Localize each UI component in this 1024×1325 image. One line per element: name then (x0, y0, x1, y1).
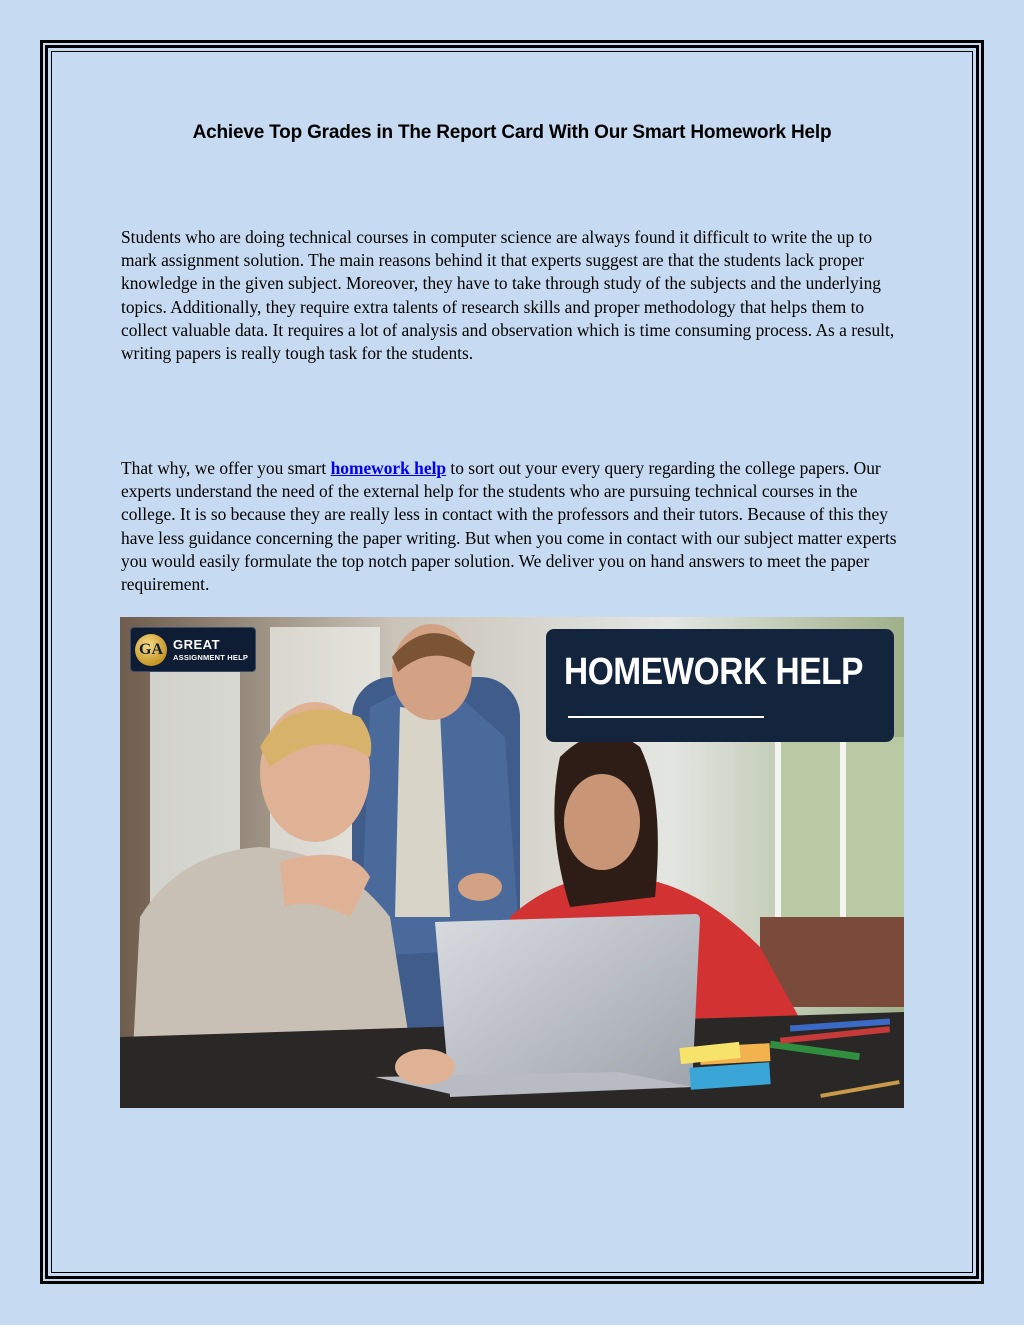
great-assignment-help-logo (130, 627, 256, 672)
logo-line-assignment-help: ASSIGNMENT HELP (173, 652, 249, 662)
paragraph-offer-rest: to sort out your every query regarding the college papers. Our experts understand the need of the external help for the students who are pursuing technical courses in the college. It is so because they are really less in contact with the professors and their tutors. Because of this they have less guidance concerning the paper writing. But when you come in contact with our subject matter experts you would easily formulate the top notch paper solution. We deliver you on hand answers to meet the paper requirement. (121, 458, 897, 595)
homework-help-photo (120, 617, 904, 1108)
paragraph-intro: Students who are doing technical courses in computer science are always found it difficult to write the up to mark assignment solution. The main reasons behind it that experts suggest are that the students lack proper knowledge in the given subject. Moreover, they have to take through study of the subjects and the underlying topics. Additionally, they require extra talents of research skills and proper methodology that helps them to collect valuable data. It requires a lot of analysis and observation which is time consuming process. As a result, writing papers is really tough task for the students. (121, 227, 895, 364)
paragraph-offer-lead: That why, we offer you smart (121, 458, 331, 478)
banner-underline (568, 716, 764, 718)
logo-text (173, 638, 248, 662)
document-title: Achieve Top Grades in The Report Card With Our Smart Homework Help (192, 122, 832, 143)
logo-line-great: GREAT (173, 636, 221, 652)
homework-help-link[interactable]: homework help (330, 458, 447, 478)
homework-help-banner (546, 629, 894, 742)
paragraph-offer (121, 457, 911, 596)
banner-text: HOMEWORK HELP (564, 651, 863, 693)
logo-emblem-icon: GA (135, 634, 167, 666)
